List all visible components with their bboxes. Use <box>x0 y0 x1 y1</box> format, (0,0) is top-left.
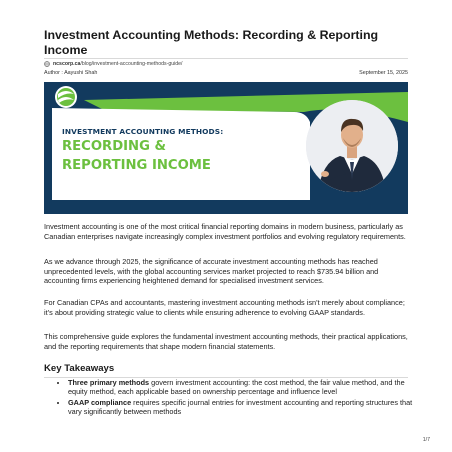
businessman-photo <box>306 100 398 192</box>
paragraph-2: As we advance through 2025, the significance of accurate investment accounting methods has reached unprecedented levels, with the global accounting services market projected to reach $735.94 billion and accounting firms experiencing heightened demand for specialised investment services. <box>44 257 379 286</box>
article-meta <box>44 70 408 76</box>
takeaway-text: requires specific journal entries for investment accounting and reporting structures that vary significantly between methods <box>68 397 413 417</box>
page-number: 1/7 <box>422 437 430 443</box>
paragraph-3: For Canadian CPAs and accountants, mastering investment accounting methods isn’t merely about compliance; it’s about providing strategic value to clients while ensuring adherence to evolving GAAP standards. <box>44 298 405 317</box>
globe-icon <box>44 61 50 67</box>
takeaway-bold: GAAP compliance <box>68 397 132 407</box>
banner-line-3: REPORTING INCOME <box>62 158 211 173</box>
takeaway-bold: Three primary methods <box>68 378 150 387</box>
url-path: /blog/investment-accounting-methods-guide/ <box>80 61 183 67</box>
author-label: Author : Aayushi Shah <box>44 70 98 76</box>
globe-logo-icon <box>55 86 77 108</box>
source-url[interactable] <box>44 58 408 67</box>
url-domain: ncscorp.ca <box>53 61 81 67</box>
list-item <box>68 398 420 417</box>
paragraph-1: Investment accounting is one of the most critical financial reporting domains in modern business, particularly as Canadian enterprises navigate increasingly complex investment portfolios and evolving regulatory requirements. <box>44 222 406 241</box>
takeaway-text: govern investment accounting: the cost method, the fair value method, and the equity method, each applicable based on ownership percentage and influence level <box>68 378 405 397</box>
hero-banner <box>44 82 408 214</box>
list-item <box>68 378 420 397</box>
key-takeaways-list <box>58 378 420 418</box>
banner-line-2: RECORDING & <box>62 139 167 154</box>
banner-line-1: INVESTMENT ACCOUNTING METHODS: <box>62 127 224 136</box>
key-takeaways-heading: Key Takeaways <box>44 363 115 374</box>
publish-date: September 15, 2025 <box>359 70 408 76</box>
banner-heading <box>62 127 223 174</box>
paragraph-4: This comprehensive guide explores the fundamental investment accounting methods, their practical applications, and the reporting requirements that shape modern financial statements. <box>44 332 408 351</box>
page-title: Investment Accounting Methods: Recording & Reporting Income <box>44 28 379 57</box>
